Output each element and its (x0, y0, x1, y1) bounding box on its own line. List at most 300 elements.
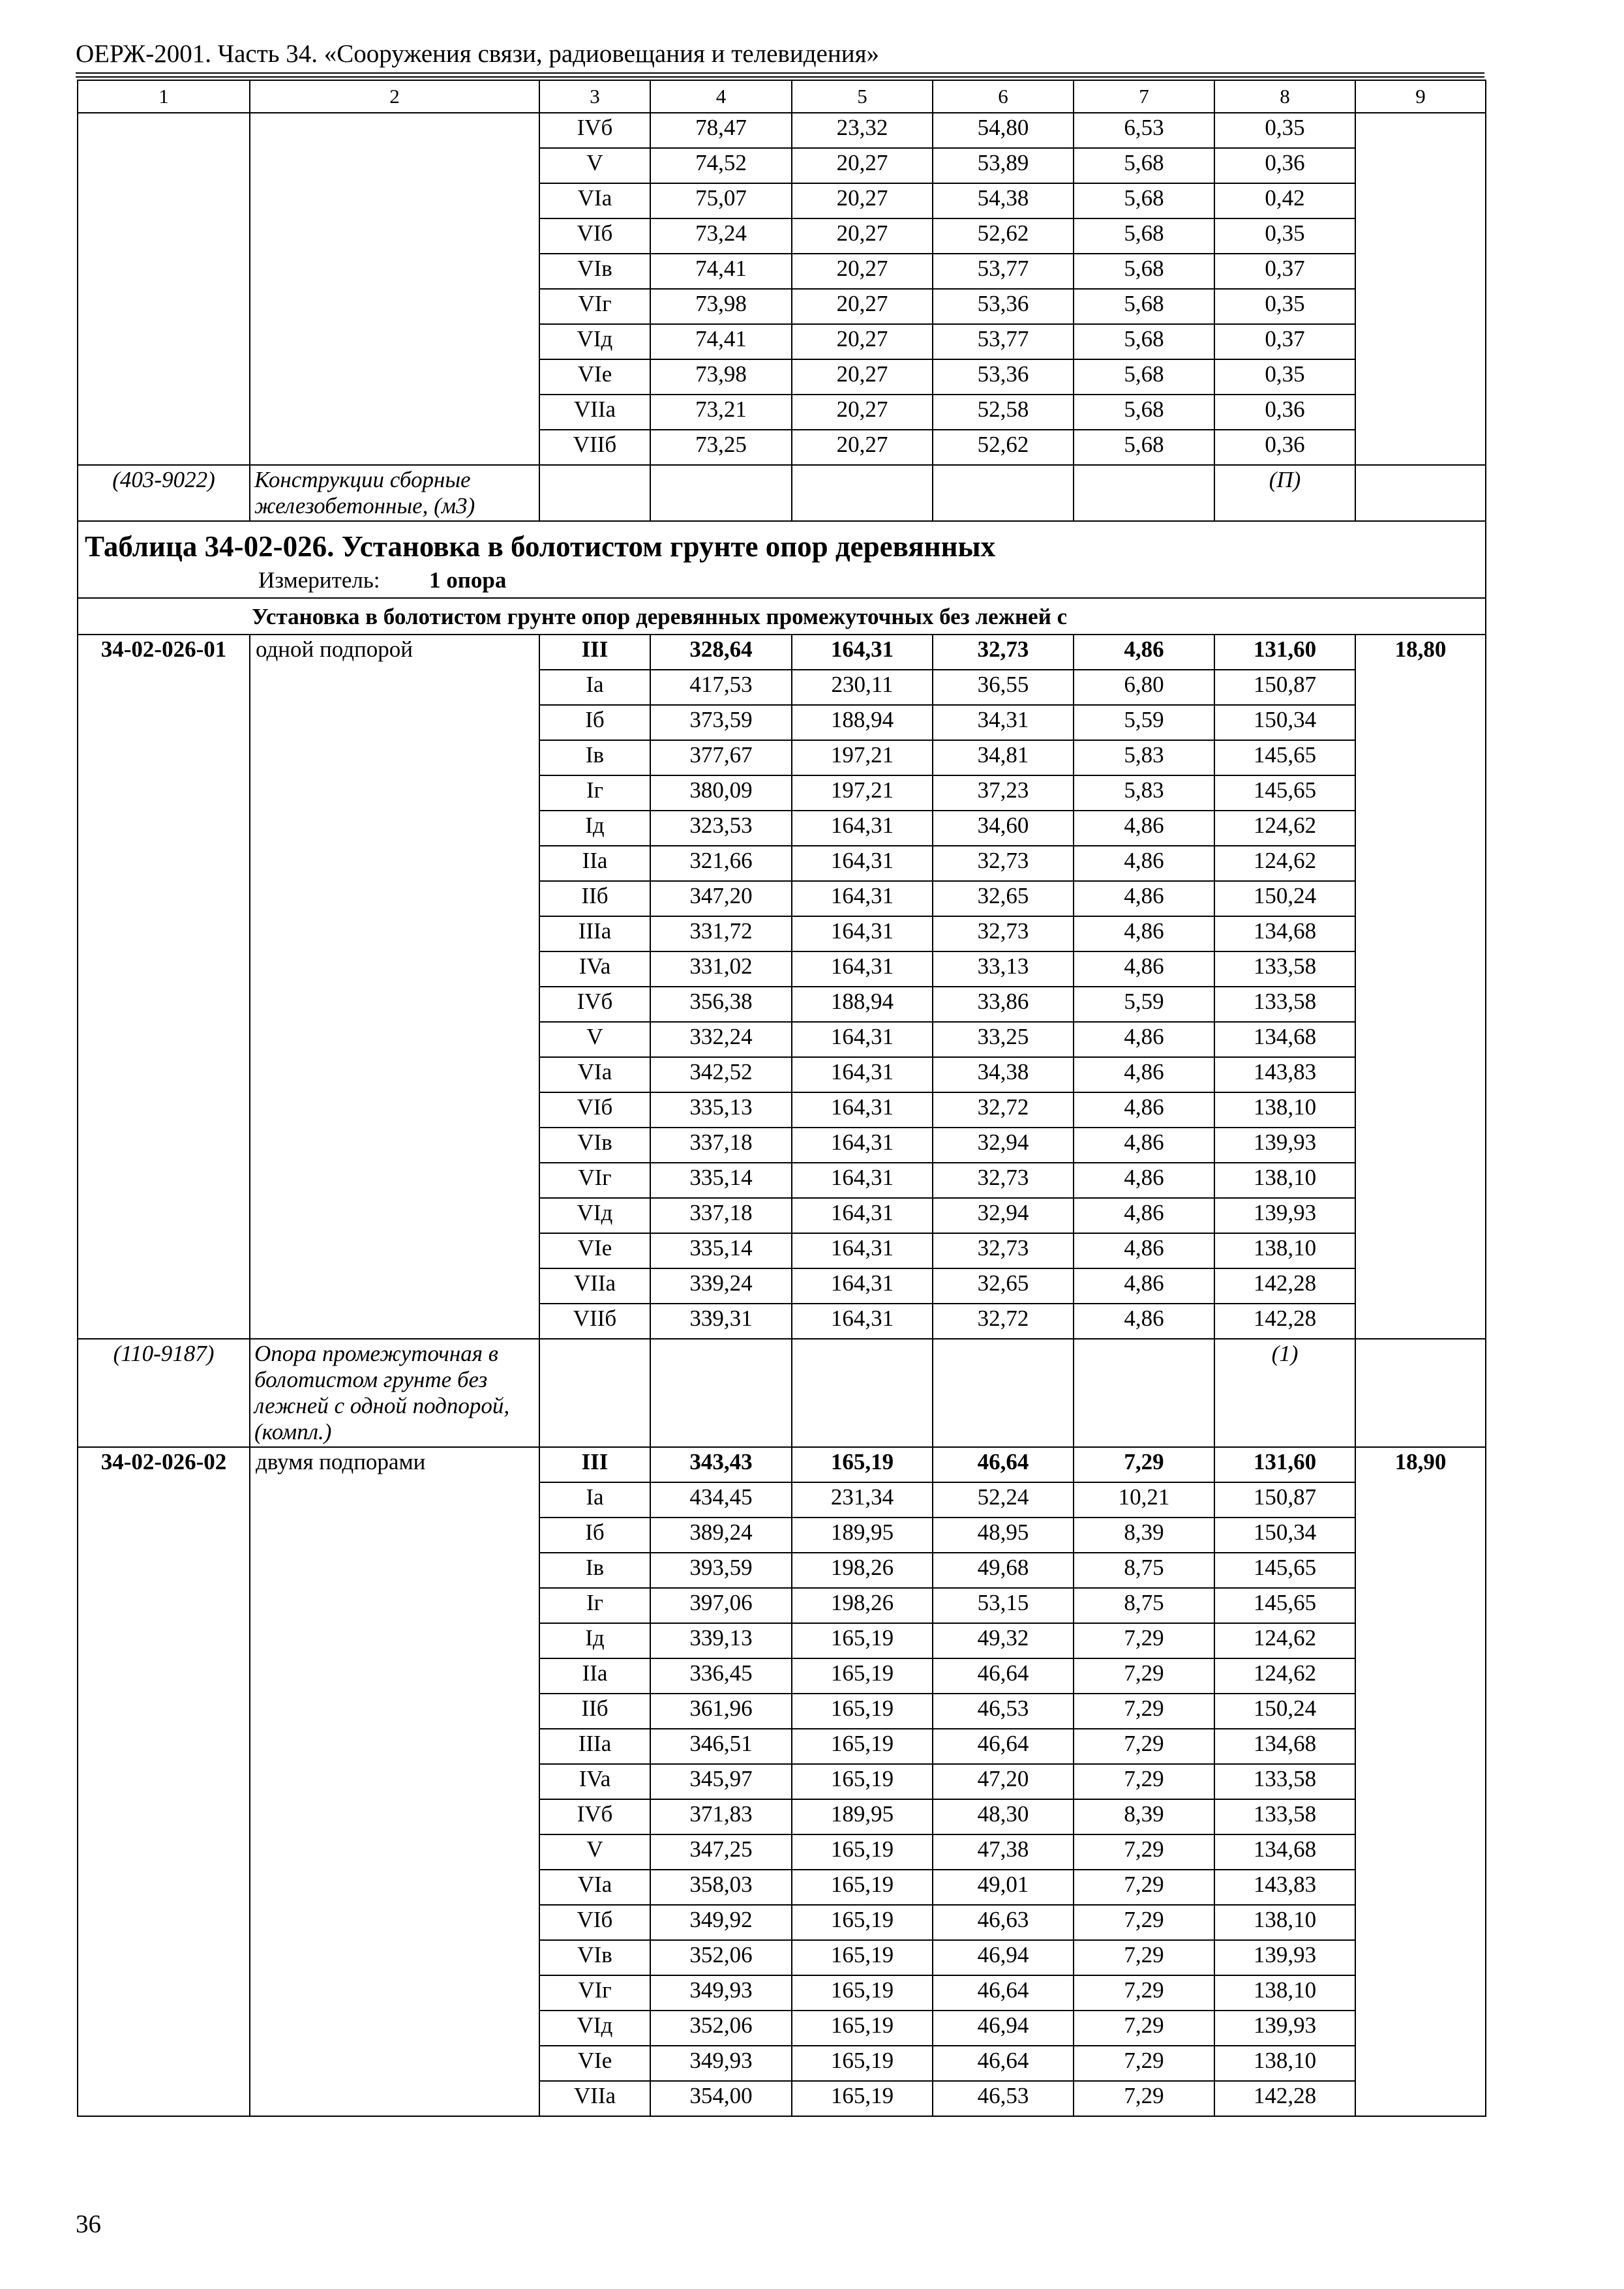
machines-cell: 46,63 (933, 1905, 1074, 1940)
code-cell (78, 705, 250, 740)
table-row (78, 951, 1486, 987)
machines-cell: 53,36 (933, 359, 1074, 395)
total-cost-cell: 417,53 (650, 670, 792, 705)
materials-cell: 145,65 (1214, 1553, 1355, 1588)
region-cell: IIa (539, 846, 650, 881)
name-cell (250, 1128, 539, 1163)
wages-cell: 165,19 (792, 1729, 933, 1764)
machinist-wages-cell: 5,68 (1074, 430, 1214, 465)
wages-cell: 165,19 (792, 1940, 933, 1975)
labor-cell (1355, 1518, 1486, 1553)
wages-cell: 165,19 (792, 1905, 933, 1940)
total-cost-cell: 73,98 (650, 359, 792, 395)
table-row (78, 775, 1486, 811)
materials-cell: 131,60 (1214, 1447, 1355, 1482)
name-cell (250, 1975, 539, 2011)
labor-cell (1355, 2011, 1486, 2046)
region-cell: IVб (539, 1799, 650, 1834)
table-row (78, 1658, 1486, 1694)
name-cell: двумя подпорами (250, 1447, 539, 1482)
table-row (78, 1975, 1486, 2011)
region-cell: VIe (539, 1233, 650, 1268)
unit-of-measure (78, 565, 1486, 598)
estimate-table-body (78, 80, 1486, 2116)
machinist-wages-cell: 8,75 (1074, 1588, 1214, 1623)
region-cell: Iд (539, 811, 650, 846)
wages-cell: 164,31 (792, 881, 933, 916)
wages-cell: 164,31 (792, 916, 933, 951)
code-cell (78, 2046, 250, 2081)
table-row (78, 635, 1486, 670)
name-cell (250, 1198, 539, 1233)
labor-cell (1355, 1658, 1486, 1694)
materials-cell: 0,37 (1214, 254, 1355, 289)
materials-cell: 142,28 (1214, 1304, 1355, 1339)
wages-cell: 165,19 (792, 1834, 933, 1870)
total-cost-cell: 323,53 (650, 811, 792, 846)
table-row (78, 1304, 1486, 1339)
code-cell (78, 987, 250, 1022)
total-cost-cell: 342,52 (650, 1057, 792, 1092)
code-cell (78, 2011, 250, 2046)
machines-cell: 46,53 (933, 1694, 1074, 1729)
labor-cell (1355, 1022, 1486, 1057)
machinist-wages-cell: 4,86 (1074, 1268, 1214, 1304)
machinist-wages-cell: 8,39 (1074, 1799, 1214, 1834)
machinist-wages-cell: 7,29 (1074, 1834, 1214, 1870)
total-cost-cell: 337,18 (650, 1128, 792, 1163)
labor-cell (1355, 1057, 1486, 1092)
machines-cell: 47,20 (933, 1764, 1074, 1799)
labor-cell (1355, 705, 1486, 740)
machinist-wages-cell: 4,86 (1074, 1233, 1214, 1268)
name-cell (250, 1764, 539, 1799)
machinist-wages-cell: 4,86 (1074, 811, 1214, 846)
name-cell (250, 1553, 539, 1588)
name-cell (250, 1163, 539, 1198)
empty-cell (1074, 465, 1214, 521)
total-cost-cell: 335,13 (650, 1092, 792, 1128)
total-cost-cell: 332,24 (650, 1022, 792, 1057)
materials-cell: 0,35 (1214, 218, 1355, 254)
table-row (78, 1870, 1486, 1905)
materials-cell: 143,83 (1214, 1870, 1355, 1905)
resource-name: Опора промежуточная в болотистом грунте без лежней с одной подпорой, (компл.) (250, 1339, 539, 1447)
empty-cell (933, 465, 1074, 521)
region-cell: IIIa (539, 916, 650, 951)
region-cell: VIa (539, 1870, 650, 1905)
machinist-wages-cell: 5,68 (1074, 395, 1214, 430)
column-number-row (78, 80, 1486, 113)
region-cell: VIд (539, 1198, 650, 1233)
wages-cell: 165,19 (792, 1658, 933, 1694)
region-cell: VIв (539, 254, 650, 289)
materials-cell: 142,28 (1214, 1268, 1355, 1304)
machines-cell: 46,94 (933, 2011, 1074, 2046)
total-cost-cell: 377,67 (650, 740, 792, 775)
unit-row (78, 565, 1486, 598)
machines-cell: 48,95 (933, 1518, 1074, 1553)
name-cell (250, 395, 539, 430)
machines-cell: 53,77 (933, 254, 1074, 289)
labor-cell (1355, 811, 1486, 846)
name-cell (250, 183, 539, 218)
materials-cell: 150,34 (1214, 1518, 1355, 1553)
name-cell (250, 430, 539, 465)
name-cell (250, 113, 539, 148)
estimate-table (77, 80, 1486, 2117)
machinist-wages-cell: 7,29 (1074, 2081, 1214, 2116)
table-row (78, 1518, 1486, 1553)
machinist-wages-cell: 5,68 (1074, 183, 1214, 218)
labor-cell (1355, 148, 1486, 183)
machinist-wages-cell: 7,29 (1074, 1905, 1214, 1940)
code-cell (78, 1198, 250, 1233)
region-cell: VIб (539, 1092, 650, 1128)
wages-cell: 164,31 (792, 811, 933, 846)
materials-cell: 0,35 (1214, 113, 1355, 148)
machines-cell: 53,89 (933, 148, 1074, 183)
materials-cell: 138,10 (1214, 1233, 1355, 1268)
total-cost-cell: 354,00 (650, 2081, 792, 2116)
name-cell (250, 1658, 539, 1694)
code-cell (78, 846, 250, 881)
name-cell (250, 740, 539, 775)
page-header: ОЕРЖ-2001. Часть 34. «Сооружения связи, радиовещания и телевидения» (76, 40, 880, 68)
materials-cell: 143,83 (1214, 1057, 1355, 1092)
column-number: 3 (539, 80, 650, 113)
column-number: 9 (1355, 80, 1486, 113)
wages-cell: 164,31 (792, 1163, 933, 1198)
code-cell (78, 1623, 250, 1658)
labor-cell (1355, 2081, 1486, 2116)
region-cell: V (539, 1834, 650, 1870)
total-cost-cell: 74,52 (650, 148, 792, 183)
materials-cell: 124,62 (1214, 1658, 1355, 1694)
machines-cell: 32,73 (933, 1163, 1074, 1198)
machines-cell: 36,55 (933, 670, 1074, 705)
table-row (78, 2046, 1486, 2081)
machines-cell: 53,15 (933, 1588, 1074, 1623)
code-cell (78, 1588, 250, 1623)
region-cell: VIд (539, 2011, 650, 2046)
region-cell: Ia (539, 1482, 650, 1518)
code-cell (78, 951, 250, 987)
wages-cell: 197,21 (792, 740, 933, 775)
wages-cell: 164,31 (792, 1022, 933, 1057)
table-row (78, 2011, 1486, 2046)
machinist-wages-cell: 4,86 (1074, 951, 1214, 987)
labor-cell (1355, 670, 1486, 705)
table-row (78, 705, 1486, 740)
materials-cell: 0,36 (1214, 430, 1355, 465)
wages-cell: 165,19 (792, 1975, 933, 2011)
wages-cell: 164,31 (792, 635, 933, 670)
code-cell (78, 1658, 250, 1694)
table-row (78, 1694, 1486, 1729)
machines-cell: 33,13 (933, 951, 1074, 987)
name-cell (250, 916, 539, 951)
wages-cell: 20,27 (792, 218, 933, 254)
resource-note-row (78, 1339, 1486, 1447)
machines-cell: 32,65 (933, 881, 1074, 916)
region-cell: Iд (539, 1623, 650, 1658)
total-cost-cell: 393,59 (650, 1553, 792, 1588)
labor-cell (1355, 1729, 1486, 1764)
labor-cell (1355, 324, 1486, 359)
name-cell (250, 2046, 539, 2081)
machines-cell: 32,73 (933, 1233, 1074, 1268)
code-cell (78, 113, 250, 148)
materials-cell: 124,62 (1214, 811, 1355, 846)
region-cell: IIa (539, 1658, 650, 1694)
materials-cell: 0,37 (1214, 324, 1355, 359)
total-cost-cell: 356,38 (650, 987, 792, 1022)
region-cell: Iг (539, 1588, 650, 1623)
region-cell: VIд (539, 324, 650, 359)
column-number: 5 (792, 80, 933, 113)
total-cost-cell: 397,06 (650, 1588, 792, 1623)
total-cost-cell: 335,14 (650, 1233, 792, 1268)
labor-cell (1355, 1870, 1486, 1905)
machinist-wages-cell: 7,29 (1074, 1447, 1214, 1482)
materials-cell: 142,28 (1214, 2081, 1355, 2116)
machines-cell: 53,77 (933, 324, 1074, 359)
materials-cell: 138,10 (1214, 2046, 1355, 2081)
total-cost-cell: 380,09 (650, 775, 792, 811)
materials-cell: 138,10 (1214, 1163, 1355, 1198)
machines-cell: 52,58 (933, 395, 1074, 430)
column-number: 7 (1074, 80, 1214, 113)
region-cell: IVб (539, 113, 650, 148)
name-cell (250, 670, 539, 705)
code-cell (78, 916, 250, 951)
total-cost-cell: 73,25 (650, 430, 792, 465)
machines-cell: 46,64 (933, 1447, 1074, 1482)
code-cell: 34-02-026-02 (78, 1447, 250, 1482)
region-cell: VIIб (539, 430, 650, 465)
region-cell: IVa (539, 951, 650, 987)
labor-cell (1355, 916, 1486, 951)
resource-name: Конструкции сборные железобетонные, (м3) (250, 465, 539, 521)
machinist-wages-cell: 6,80 (1074, 670, 1214, 705)
table-row (78, 1764, 1486, 1799)
labor-cell (1355, 113, 1486, 148)
table-row (78, 1588, 1486, 1623)
labor-cell (1355, 1092, 1486, 1128)
machines-cell: 32,73 (933, 846, 1074, 881)
materials-cell: 139,93 (1214, 1940, 1355, 1975)
table-row (78, 183, 1486, 218)
header-rule (76, 72, 1484, 78)
code-cell (78, 775, 250, 811)
total-cost-cell: 352,06 (650, 2011, 792, 2046)
region-cell: V (539, 148, 650, 183)
table-row (78, 1482, 1486, 1518)
code-cell (78, 148, 250, 183)
wages-cell: 164,31 (792, 1304, 933, 1339)
column-number: 2 (250, 80, 539, 113)
region-cell: VIв (539, 1128, 650, 1163)
wages-cell: 23,32 (792, 113, 933, 148)
total-cost-cell: 358,03 (650, 1870, 792, 1905)
wages-cell: 165,19 (792, 1623, 933, 1658)
region-cell: VIe (539, 359, 650, 395)
name-cell (250, 1729, 539, 1764)
region-cell: VIб (539, 1905, 650, 1940)
total-cost-cell: 389,24 (650, 1518, 792, 1553)
code-cell (78, 1128, 250, 1163)
name-cell (250, 218, 539, 254)
machines-cell: 52,24 (933, 1482, 1074, 1518)
machines-cell: 49,68 (933, 1553, 1074, 1588)
column-number: 8 (1214, 80, 1355, 113)
materials-cell: 134,68 (1214, 1834, 1355, 1870)
table-row (78, 1057, 1486, 1092)
total-cost-cell: 78,47 (650, 113, 792, 148)
unit-label: Измеритель: (258, 567, 380, 593)
total-cost-cell: 339,13 (650, 1623, 792, 1658)
machinist-wages-cell: 7,29 (1074, 2011, 1214, 2046)
labor-cell (1355, 1905, 1486, 1940)
name-cell (250, 2081, 539, 2116)
total-cost-cell: 73,21 (650, 395, 792, 430)
name-cell (250, 881, 539, 916)
code-cell (78, 430, 250, 465)
region-cell: Ia (539, 670, 650, 705)
name-cell (250, 705, 539, 740)
machinist-wages-cell: 10,21 (1074, 1482, 1214, 1518)
table-row (78, 254, 1486, 289)
materials-cell: 0,42 (1214, 183, 1355, 218)
materials-cell: 145,65 (1214, 740, 1355, 775)
unit-value: 1 опора (429, 567, 507, 593)
labor-cell (1355, 1304, 1486, 1339)
code-cell (78, 881, 250, 916)
code-cell (78, 1905, 250, 1940)
region-cell: IIб (539, 881, 650, 916)
name-cell (250, 1588, 539, 1623)
materials-cell: 138,10 (1214, 1092, 1355, 1128)
labor-cell: 18,90 (1355, 1447, 1486, 1482)
machines-cell: 32,65 (933, 1268, 1074, 1304)
machines-cell: 32,72 (933, 1092, 1074, 1128)
region-cell: VIIa (539, 2081, 650, 2116)
machinist-wages-cell: 4,86 (1074, 881, 1214, 916)
machinist-wages-cell: 4,86 (1074, 1128, 1214, 1163)
labor-cell (1355, 1940, 1486, 1975)
table-row (78, 1198, 1486, 1233)
labor-cell (1355, 395, 1486, 430)
table-row (78, 113, 1486, 148)
machines-cell: 32,73 (933, 635, 1074, 670)
machines-cell: 32,94 (933, 1128, 1074, 1163)
total-cost-cell: 73,24 (650, 218, 792, 254)
machinist-wages-cell: 7,29 (1074, 1764, 1214, 1799)
labor-cell (1355, 775, 1486, 811)
region-cell: VIe (539, 2046, 650, 2081)
machines-cell: 47,38 (933, 1834, 1074, 1870)
machinist-wages-cell: 6,53 (1074, 113, 1214, 148)
machinist-wages-cell: 5,83 (1074, 775, 1214, 811)
name-cell (250, 846, 539, 881)
materials-cell: 150,24 (1214, 881, 1355, 916)
table-row (78, 148, 1486, 183)
table-title: Таблица 34-02-026. Установка в болотистом грунте опор деревянных (78, 521, 1486, 565)
name-cell (250, 1482, 539, 1518)
region-cell: VIг (539, 1975, 650, 2011)
code-cell (78, 218, 250, 254)
wages-cell: 189,95 (792, 1518, 933, 1553)
code-cell (78, 395, 250, 430)
name-cell (250, 1233, 539, 1268)
empty-cell (792, 1339, 933, 1447)
machines-cell: 34,60 (933, 811, 1074, 846)
materials-cell: 138,10 (1214, 1975, 1355, 2011)
name-cell (250, 1623, 539, 1658)
name-cell (250, 1799, 539, 1834)
labor-cell (1355, 1482, 1486, 1518)
region-cell: Iв (539, 1553, 650, 1588)
labor-cell (1355, 1799, 1486, 1834)
wages-cell: 189,95 (792, 1799, 933, 1834)
total-cost-cell: 73,98 (650, 289, 792, 324)
materials-cell: 139,93 (1214, 2011, 1355, 2046)
total-cost-cell: 336,45 (650, 1658, 792, 1694)
machinist-wages-cell: 4,86 (1074, 1092, 1214, 1128)
resource-code: (403-9022) (78, 465, 250, 521)
table-subheading: Установка в болотистом грунте опор деревянных промежуточных без лежней с (78, 598, 1486, 635)
wages-cell: 164,31 (792, 1128, 933, 1163)
resource-quantity: (1) (1214, 1339, 1355, 1447)
wages-cell: 164,31 (792, 951, 933, 987)
region-cell: III (539, 635, 650, 670)
name-cell (250, 1268, 539, 1304)
code-cell (78, 670, 250, 705)
materials-cell: 0,36 (1214, 395, 1355, 430)
code-cell (78, 740, 250, 775)
code-cell (78, 1729, 250, 1764)
materials-cell: 150,87 (1214, 1482, 1355, 1518)
wages-cell: 198,26 (792, 1588, 933, 1623)
name-cell (250, 1905, 539, 1940)
empty-cell (650, 465, 792, 521)
region-cell: VIIa (539, 395, 650, 430)
resource-quantity: (П) (1214, 465, 1355, 521)
column-number: 6 (933, 80, 1074, 113)
wages-cell: 164,31 (792, 1198, 933, 1233)
total-cost-cell: 434,45 (650, 1482, 792, 1518)
wages-cell: 198,26 (792, 1553, 933, 1588)
machinist-wages-cell: 4,86 (1074, 1057, 1214, 1092)
wages-cell: 164,31 (792, 1268, 933, 1304)
wages-cell: 231,34 (792, 1482, 933, 1518)
machinist-wages-cell: 5,68 (1074, 359, 1214, 395)
code-cell (78, 1553, 250, 1588)
name-cell (250, 289, 539, 324)
labor-cell (1355, 881, 1486, 916)
table-row (78, 1268, 1486, 1304)
labor-cell (1355, 846, 1486, 881)
wages-cell: 20,27 (792, 254, 933, 289)
region-cell: VIг (539, 289, 650, 324)
machinist-wages-cell: 7,29 (1074, 1623, 1214, 1658)
region-cell: VIг (539, 1163, 650, 1198)
machinist-wages-cell: 7,29 (1074, 1975, 1214, 2011)
table-title-row (78, 521, 1486, 565)
table-row (78, 670, 1486, 705)
region-cell: VIIб (539, 1304, 650, 1339)
